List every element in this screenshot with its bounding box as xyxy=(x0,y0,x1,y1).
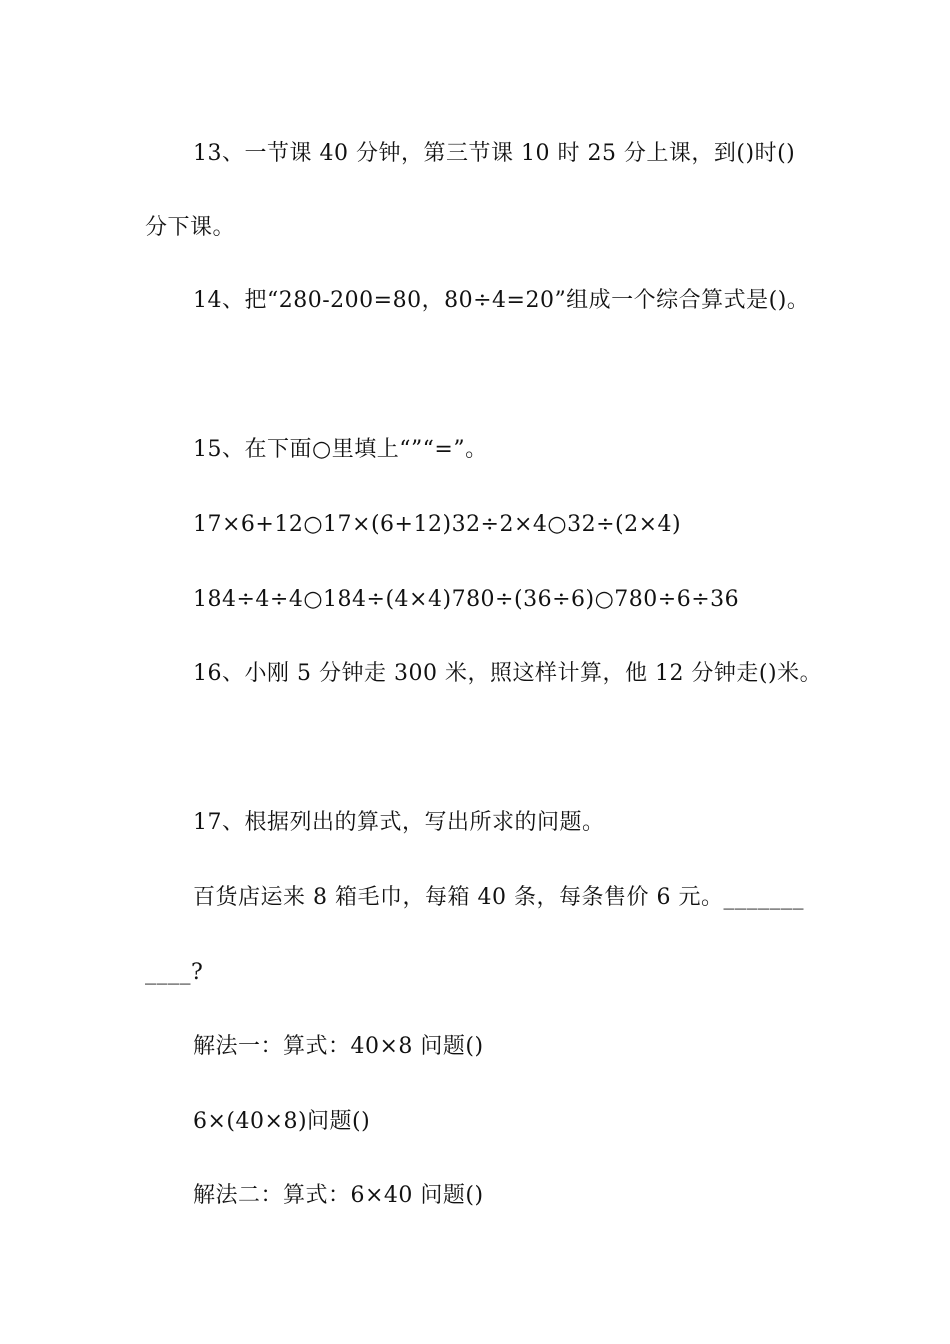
question-17: 17、根据列出的算式，写出所求的问题。 xyxy=(193,810,605,835)
solution-1: 解法一：算式：40×8 问题() xyxy=(193,1034,484,1059)
question-15-row-1: 17×6+12○17×(6+12)32÷2×4○32÷(2×4) xyxy=(193,512,682,537)
solution-1-part-2: 6×(40×8)问题() xyxy=(193,1109,371,1134)
question-17-continuation: ____? xyxy=(145,960,204,985)
question-13-line-1: 13、一节课 40 分钟，第三节课 10 时 25 分上课，到()时() xyxy=(193,141,796,166)
question-15: 15、在下面○里填上“”“=”。 xyxy=(193,437,488,462)
question-15-row-2: 184÷4÷4○184÷(4×4)780÷(36÷6)○780÷6÷36 xyxy=(193,587,740,612)
question-16: 16、小刚 5 分钟走 300 米，照这样计算，他 12 分钟走()米。 xyxy=(193,661,823,686)
question-13-line-2: 分下课。 xyxy=(145,215,236,240)
question-14: 14、把“280-200=80，80÷4=20”组成一个综合算式是()。 xyxy=(193,288,810,313)
question-17-text: 百货店运来 8 箱毛巾，每箱 40 条，每条售价 6 元。_______ xyxy=(193,885,804,910)
solution-2: 解法二：算式：6×40 问题() xyxy=(193,1183,484,1208)
